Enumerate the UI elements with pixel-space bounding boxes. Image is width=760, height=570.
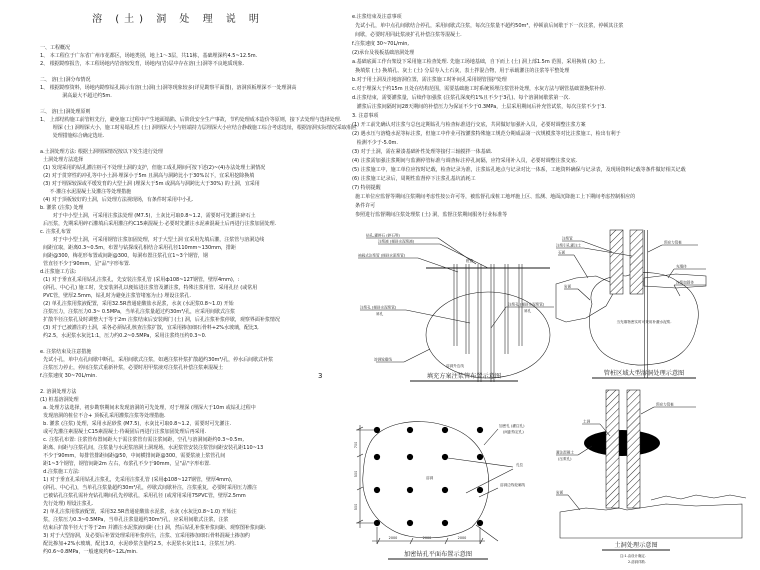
dim-2000-a: 2000 [388,536,398,540]
text-line: 注浆压力停止，停间注浆式重新补浆，必要时用甲浆液对注浆孔补偿注浆素混凝土 [40,365,224,371]
soil-cave-ellipse [584,430,660,456]
rock-surface-right [651,495,746,500]
text-line: 2. 溶洞处理方法 [40,389,77,395]
text-line: (5) 注浆施工中，施工单位应按时记载，检查记录为准，注浆钻孔地点与记录对比一体系，工地资料确保与记录表，及现场资料记载等条件做好相关记载 [352,167,686,173]
label-grout-hole: (压浆孔) [558,457,572,461]
drill-hole-dot [374,454,380,460]
fill-scheme-diagram [358,228,570,392]
text-line: 洞高最大不超过约5m. [40,93,112,99]
grouted-cave-body [589,273,698,365]
text-line: (7) 特别提醒 [352,185,381,191]
drill-hole-dot [442,454,448,460]
label-cave-outline: 溶洞轮廓线 [374,357,392,362]
text-line: b. 灌浆 (注浆) 处理 [40,205,84,211]
label-dense-holes: 加密孔 (灌注孔) [499,424,525,428]
drill-hole-dot [407,487,413,493]
label-dense-holes-2: (间距待定孔) [503,430,524,434]
text-line: (2) 单孔注浆用浆液配置，采用32.5R普通硅酸盐水泥浆，水灰 (水泥浆0.8~1.0) 开始 [40,301,234,307]
drill-hole-dot [407,454,413,460]
text-line [40,380,358,388]
text-line: (1) 开工前先确认对注浆与总包定期钻孔与检查标准进行交底，共同做好加强补入员，必要时调整注浆方案 [352,122,586,128]
label-rock-face-1: 石面 [558,250,566,255]
text-line: 1、 本工程位于广东省广州市花都区，场地类别，地上1～3层，共11栋，基础埋深约4.5~12.5m. [40,53,258,59]
label-pile: 预应力管桩 [656,402,674,407]
dim-700: 700 [354,441,358,449]
sheet-title: 溶 (土) 洞 处 理 说 明 [92,14,264,25]
pile-zone-cave-diagram [556,226,760,390]
text-line: f.注浆速度 30~70L/min. [40,373,97,379]
leader-lines-group [556,407,696,510]
center-grout-pipe [645,230,648,378]
text-line: e. 注浆结束及注意措施 [40,349,92,355]
text-line: d.注浆结束，需要灌浆量，后续作加强浆 (注浆孔深度约1%且不少于3孔)、每个溶洞间歇浆第一次. [352,95,570,101]
text-line: (斜孔、中心孔) 施工时，先安装斜孔以便钻进注浆管及灌注浆，特殊注浆用管、采用孔径 (或常用 [40,285,258,291]
label-cave: 溶洞 [426,476,434,480]
note-line-2: 2.溶洞详勘. [628,560,646,564]
text-line: c. 注浆孔布置 [40,229,71,235]
text-line: f.注浆速度 30~70L/min, [352,41,409,47]
right-text-column [352,13,758,220]
drill-hole-dot [442,520,448,526]
text-line: a.基础底面工作台架设下采用施工检查处理. 先施工场地基础，自下而上 (土) 洞上部1.5m 范围，采用换填 (灰) 土, [352,59,605,65]
dim-2000-b: 2000 [422,536,432,540]
text-line: 2、 根据勘察报告，本工程场地内岩溶较发育，场地内(岩)层中存在溶(土)洞等不良地质现象. [40,61,245,67]
drill-hole-dot [477,487,483,493]
text-line: (4) 注浆需加强注浆期间与监测停管标准与调查标注停孔间隔，应符采用补入员，必要时调整注浆交底. [352,158,578,164]
text-line [40,140,358,148]
text-line [40,68,358,76]
drill-hole-dot [442,427,448,433]
text-line: 已被钻孔注浆孔需补充钻孔期间孔先停歇孔，采用孔径 (或常用采用75PVC管，壁厚2.5mm [40,493,246,499]
text-line: c. 注浆孔布置: 注浆管布置间距大于需注浆管有需注浆间距，空孔与溶洞间距约0.3~0.5m, [40,437,244,443]
text-line: 1、 上部结构施工前管桩先行，避免施工过程中产生地面塌陷、后阶段安全生产事故，节约处理成本造价等原则，接下去处理与选择处理. [40,117,342,123]
label-drill: 钻孔,灌碎石 (碎石等) [366,233,400,238]
diagram-caption: 加密钻孔平面布置示意图 [403,551,473,558]
text-line: (2)承台及筏板基础溶洞处理 [352,50,415,56]
text-line: (2) 对于贯穿性的冲孔等中小土洞·埋深小于5m 且洞高与洞跨比小于30%以下，宜采用挖除换填 [40,173,255,179]
text-line: d.注浆施工方法: [40,269,77,275]
text-line: 不少于90mm，每排管排距间距@50，中间横排间距@300，需要浆液上浆管孔间 [40,453,226,459]
text-line: 距1~3个钢管，钢管间距2m 左右，布浆孔不少于90mm，呈"品"字形布置. [40,461,211,467]
soil-cave-diagram [556,386,760,570]
text-line: PVC管，壁厚2.5mm，钻孔时为避免注浆管堵塞为止) 埋设注浆孔. [40,293,191,299]
label-right-hole-2: 斜孔 [524,309,532,313]
text-line: 先试小孔，单中点孔间歇中断孔，采用间歇式注浆，如遇注浆补浆扩散超约30m³/孔，停水后间歇式补浆 [40,357,274,363]
text-line: 结束后扩散半径大于等于2m 并灌注水泥浆液间距 (土) 洞，然后钻孔补浆补浆间距、观察图补浆间距. [40,525,267,531]
text-line: 约2.5，水泥浆水灰比1:1，压力约0.2~0.5MPa，采用注浆终压约0.3~0. [40,333,207,339]
label-sleeve-pipe: 袖阀式注浆管 (倾斜水泥浆管) [358,253,406,258]
text-line: 3. 注意事项 [352,113,379,119]
drill-hole-dot [407,520,413,526]
text-line [40,340,358,348]
dim-500-a: 500 [354,470,358,478]
text-line: 埋深 (土) 洞埋深大小，施工时易塌孔性 (土) 洞埋深大小与桩端持力层埋深大小应结合静载施工综合考虑选址，根据溶洞实际情况采取相应 [40,125,357,131]
label-cave-edge: 溶洞边线轮廓线 [500,483,526,487]
text-line: 配比掺加+2%水玻璃，配比3.0，水泥砂浆含量约2.5，水泥浆水灰比1:1，注浆压力约. [40,541,236,547]
text-line: 间距宜取，距离0.3~0.5m，布置与钻探成孔相结合采用孔径110mm~130mm，排距 [40,245,236,251]
pile-section [610,230,643,294]
drill-hole-dot [374,487,380,493]
drill-hole-dot [477,454,483,460]
text-line: 间歇，必要时用同此浆液扩孔补偿注浆等混凝土. [352,32,462,38]
diagram-caption: 土洞处理示意图 [614,542,658,549]
text-line: (2) 遇水压与溶缝水泥等标注浆，但施工中作业可按灌浆特殊施工规范分期成品第一次规模浆等对比注浆施工，检出有利于 [352,131,621,137]
drill-hole-dot [407,427,413,433]
label-left-hole: 注浆孔 (倾斜水泥浆管) [360,305,397,310]
label-rock-face: 岩面 [556,490,564,495]
label-right-hole: 注浆孔 (倾斜水泥浆管) [508,302,545,307]
drill-hole-dot [477,427,483,433]
text-line: 三、 溶(土)洞处理原则 [40,109,91,115]
text-line: 注浆压力，注浆压力0.3~ 0.5MPa，当单孔注浆量超过约30m³/孔，应采用间歇式注浆 [40,309,235,315]
text-line [40,100,358,108]
label-hole-position: 孔位 [516,463,524,467]
text-line: (1) 对于垂直孔采用钻孔注浆孔，先安装注浆孔管 (采用ф108~127钢管，壁厚4mm)，: [40,277,240,283]
label-concrete-fill: 灌注混凝土 [556,450,574,455]
text-line: 1) 对于垂直孔采用钻孔注浆孔，先采用注浆孔管 (采用ф108~127钢管，壁厚4mm)， [40,477,236,483]
text-line: 二、 溶(土)洞分布情况 [40,77,91,83]
text-line: e.注浆结束及注意事项 [352,14,402,20]
text-line: 处理措施综合确定选址. [40,133,105,139]
rock-right [644,274,706,288]
label-left-hole-2: 斜孔 [376,312,384,316]
text-line: 发现溶洞的桩位不合+ 顶板孔采用灌浆注浆等处理措施. [40,413,166,419]
grout-pipes-group [454,264,522,382]
text-line: (6) 注浆施工记录后，周期性监督停下注浆孔基坑消耗工 [352,176,476,182]
label-rock-face-2: 岩面 [564,284,572,289]
label-cave-outer-edge: 溶洞外边线 [446,364,464,368]
note-line-1: 注:1.由设计确定. [620,554,646,558]
dim-2000-c: 2000 [457,536,467,540]
drill-hole-dot [477,520,483,526]
text-line: 一、工程概况 [40,45,71,51]
label-grout-body: 注浆加固体 [676,280,694,285]
text-line: 土洞处理方法选择 [40,157,84,163]
text-line: 扩散半径注浆孔及时调整大于等于2m 注浆结束后安装阀门 (土) 洞，后孔注浆补浆停歇，观察界面补浆情况 [40,317,280,323]
text-line: 约0.6~0.8MPa，一般速度约6~12L/min. [40,549,138,555]
label-lead-hole: 注浆引孔灌注土 [556,243,582,248]
dim-500-b: 500 [354,503,358,511]
text-line: (4) 对于顶板较好的土洞，后处理方法视现场，有条件时采用中小孔. [40,197,194,203]
label-fill-body: 充填体 [676,264,687,269]
text-line: (3) 对于已被灌注的土洞，采各必须钻孔核查注浆扩散，宜采用掺加细石骨料+2%水玻璃，配比3, [40,325,259,331]
text-line: (3) 对于土洞，需在紧凑基础补性处理等接付三轴搅拌一体基础. [352,149,493,155]
text-line: 浆，注浆压力0.3~0.5MPa，当单孔注浆量超约30m³/孔，应采用间歇式注浆，注浆 [40,517,229,523]
text-line: (1) 桩基溶洞处理 [40,397,79,403]
left-dimension-line [356,425,377,528]
text-line: 3) 对于大型溶洞，及必要后补置处理采用补浆停注，注浆、宜采用掺加细石骨料混凝土掺加约 [40,533,250,539]
bedrock [560,504,742,538]
text-line: 检测不少于-5.0m. [352,140,398,146]
diagram-caption: 管桩区域大型溶洞处理示意图 [603,370,685,377]
label-soil-cave: 土洞 [583,419,591,424]
text-line: (斜孔、中心孔)，当单孔注浆量超约30m³/孔，停歇式间歇补注，注浆重复，必要时采用压力灌注 [40,485,258,491]
text-line: b. 灌浆 (注浆) 处理，采用水泥砂浆 (M7.5)，水灰比可取0.8~1.2，需要时可先灌注. [40,421,232,427]
text-line: 先行处理) 埋设注浆孔. [40,501,94,507]
text-line: a.土洞处理方法: 根据土洞埋深情况按以下发生进行处理 [40,149,163,155]
label-pile: 预应力管桩 [664,240,682,245]
label-grout: 注浆液 (倾斜水泥浆液) [378,239,415,244]
text-line: 条件许可 [352,203,376,209]
text-line: (1) 发现采用的钻孔灌注桩可不处理土洞的支护，但施工成孔期间可按下述(2)~(4)办法处理土洞情况 [40,165,266,171]
text-line: 2) 单孔注浆用浆液配置，采用32.5R普通硅酸盐水泥浆，水灰 (水灰比0.8~1.0) 开始注 [40,509,237,515]
drill-hole-dot [442,487,448,493]
text-line: b.对于用土洞及洼地溶洞位置，需注浆施工时补间孔采用钢管围护处理 [352,77,507,83]
text-line: 距离、间距与注浆孔间，注浆量与水泥浆溶洞土洞现场，水泥浆管安装注浆管间距安装孔距110~13 [40,445,264,451]
text-line: c.对于埋深大于约15m 且处在结构范围，需要基础施工时系统预埋注浆管补处理，水灰方法与钢管基础置换浆补停. [352,86,606,92]
text-line: 不·灌注水泥混凝土及灌注等处理措施 [40,189,132,195]
diagram-caption: 填充方案注浆管布置示意图 [426,373,502,380]
text-line: 参照进行监督期间注浆处理浆 (土) 洞，监督注浆期间服务行业标准等 [352,212,508,218]
label-inner-note: 当充填物密实时可采用补灌水泥浆. [616,320,672,324]
text-line: 1、 根据勘察资料，场地内勘察钻孔揭示有溶(土)洞(土)洞等现象较多(详见勘察平面图)，溶洞顶板埋深不一处理洞高 [40,85,297,91]
text-line: a. 处理方法选择，初步勘察期间未发现溶洞的可先处理，对于埋深 (埋深大于10m 或钻孔过程中 [40,405,256,411]
text-line: 施工单位应监督等期间注浆期间考虑性按公许可等，被监督孔成桩工地坪施上区、监测、地面沉降施工上下期间考虑控制相应的 [352,194,636,200]
rock-left [556,276,614,322]
text-line: 或可先灌注素混凝土C15素混凝土·待凝固后再进行注浆加固处理后再采用. [40,429,207,435]
label-pile-pipe: 桩管 [466,259,474,263]
label-grout-pipe: 注浆管 [562,236,573,241]
text-line: 先试小孔，单中点孔间歇结合停孔，采用间歇式注浆，每次注浆量不超约50m³，停顿前后间歇于下一次注浆，停顿其注浆 [352,23,624,29]
page-number: 3 [318,372,323,380]
drill-plan-diagram [348,415,553,567]
text-line: 间距@300，梅花形布置或间距@300，每洞布置注浆孔宜1~3个钢管，钢 [40,253,208,259]
text-line: d.注浆施工方法: [40,469,80,475]
text-line: 后压浆，先期采用碎石灌填后采用灌注约C15素混凝土·必要时先灌注水泥素混凝土后再进行注浆加固处理. [40,221,277,227]
left-text-column [40,44,358,556]
text-line: 对于中小型土洞，可采用注浆法处理 (M7.5)，土灰比可取0.8~1.2，需要时可先灌注碎石土 [40,213,256,219]
text-line: 对于中小型土洞，可采用钢管注浆加固处理，对于大型土洞 宜采用先填后灌，注浆管与溶洞边线 [40,237,265,243]
text-line: 换填浆 (土) 换填孔、灰土 (土) 分层夯入土石灰，表土拌混合物，用于承载灌注的注浆等平整处理 [352,68,570,74]
text-line: (3) 对于埋深较深或平缓发育的大型土洞 (埋深大于5m 或洞高与洞跨比大于30%) 的土洞，宜采用 [40,181,260,187]
text-line: 管直径不少于90mm，呈"品"字形布置. [40,261,131,267]
text-line: 灌浆后注浆间隔时间28天期间的补偿压力为保证不少于0.3MPa，土层采用期间后补充管试浆，每次注浆不少于3. [352,104,607,110]
